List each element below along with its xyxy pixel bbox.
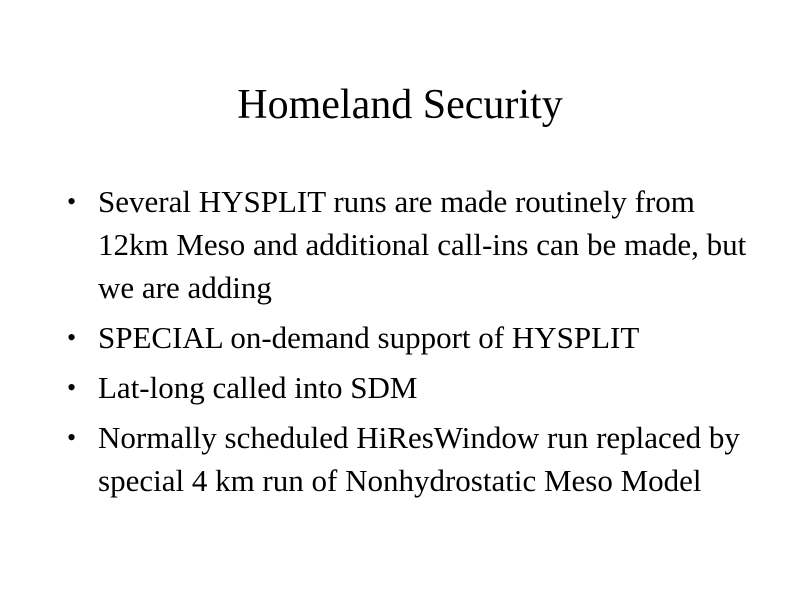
slide-title: Homeland Security [237, 82, 563, 128]
bullet-icon: • [67, 323, 77, 352]
list-item [60, 316, 750, 359]
bullet-text: SPECIAL on-demand support of HYSPLIT [98, 320, 640, 355]
list-item [60, 180, 750, 309]
list-item [60, 366, 750, 409]
bullet-text: Lat-long called into SDM [98, 370, 418, 405]
bullet-list [60, 180, 750, 509]
bullet-icon: • [67, 187, 77, 216]
bullet-icon: • [67, 423, 77, 452]
list-item [60, 416, 750, 502]
bullet-text: Several HYSPLIT runs are made routinely from 12km Meso and additional call-ins can be made, but we are adding [98, 184, 747, 305]
bullet-icon: • [67, 373, 77, 402]
bullet-text: Normally scheduled HiResWindow run replaced by special 4 km run of Nonhydrostatic Meso Model [98, 420, 740, 498]
